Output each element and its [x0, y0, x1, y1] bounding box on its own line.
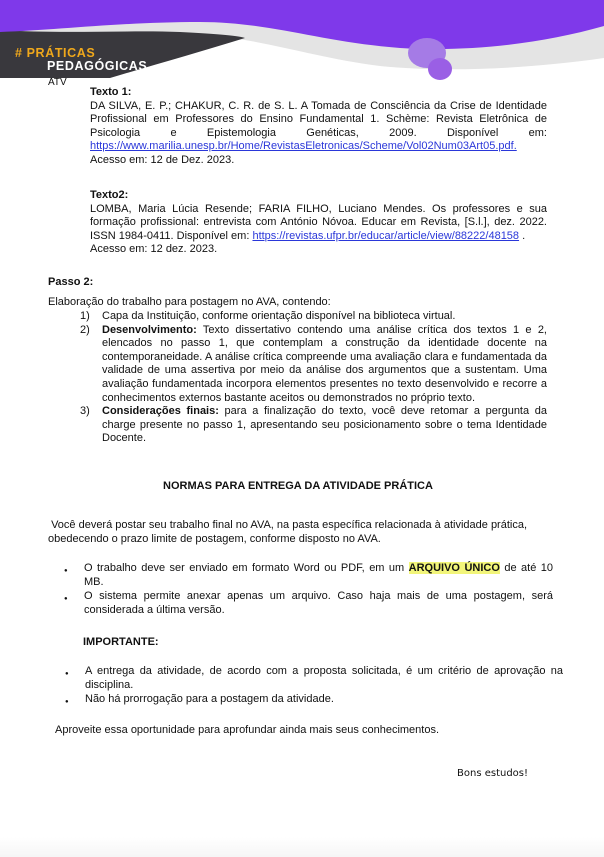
page-bottom-edge: [0, 837, 604, 857]
normas-bullet-item: [62, 562, 553, 589]
step-bold: Desenvolvimento:: [102, 323, 197, 336]
bullet-dot-icon: ●: [65, 699, 69, 706]
normas-bullets: [62, 562, 553, 618]
importante-bullet-item: [63, 665, 563, 692]
signoff-text: Bons estudos!: [457, 768, 529, 779]
reference-access: Acesso em: 12 dez. 2023.: [90, 243, 218, 256]
bullet-dot-icon: ●: [64, 568, 68, 574]
reference-title: Texto2:: [90, 189, 129, 201]
step-number: 1): [80, 310, 90, 322]
reference-1: [90, 86, 547, 168]
reference-text: LOMBA, Maria Lúcia Resende; FARIA FILHO, Luciano Mendes. Os professores e sua formação profissional: entrevista com António Nóvoa. Educar em Revista, [S.l.], dez. 2022. ISSN 1984-0411. Disponível em:: [90, 202, 547, 242]
normas-intro: Você deverá postar seu trabalho final no AVA, na pasta específica relacionada à atividade prática, obedecendo o prazo limite de postagem, conforme disposto no AVA.: [48, 519, 531, 545]
bullet-dot-icon: ●: [65, 671, 69, 677]
step-item: [80, 310, 547, 324]
importante-title: IMPORTANTE:: [83, 636, 159, 648]
normas-bullet-item: [62, 590, 553, 617]
bullet-text: O sistema permite anexar apenas um arquivo. Caso haja mais de uma postagem, será considerada a última versão.: [84, 590, 553, 616]
page-header-banner: [0, 0, 604, 80]
brand-logo: [15, 47, 147, 72]
importante-bullet-item: [63, 693, 563, 707]
reference-link[interactable]: https://www.marilia.unesp.br/Home/RevistasEletronicas/Scheme/Vol02Num03Art05.pdf.: [90, 140, 517, 153]
step-item: [80, 405, 547, 446]
closing-text: Aproveite essa oportunidade para aprofundar ainda mais seus conhecimentos.: [55, 724, 440, 736]
bullet-text: A entrega da atividade, de acordo com a proposta solicitada, é um critério de aprovação na disciplina.: [85, 665, 563, 691]
step-item: [80, 324, 547, 406]
reference-after-link: .: [519, 229, 526, 242]
bullet-text: O trabalho deve ser enviado em formato Word ou PDF, em um: [84, 562, 409, 574]
importante-bullets: [63, 665, 563, 708]
step-bold: Considerações finais:: [102, 405, 219, 418]
step-text: Capa da Instituição, conforme orientação disponível na biblioteca virtual.: [102, 310, 456, 322]
step-text: Texto dissertativo contendo uma análise crítica dos textos 1 e 2, elencados no passo 1, que contemplam a construção da identidade docente na contemporaneidade. A análise crítica compreende uma avaliação clara e fundamentada da validade de uma assertiva por meio da análise dos argumentos que a sustentam. Uma avaliação fundamentada incorpora elementos presentes no texto desenvolvido e recorre a conhecimentos externos bastante aceitos ou demonstrados no próprio texto.: [102, 323, 547, 404]
highlighted-text: ARQUIVO ÚNICO: [408, 562, 500, 574]
logo-line-praticas: # PRÁTICAS: [15, 46, 96, 60]
reference-link[interactable]: https://revistas.ufpr.br/educar/article/view/88222/48158: [252, 229, 520, 242]
bullet-text-after: de até 10 MB.: [84, 562, 553, 588]
step-number: 3): [80, 405, 90, 418]
logo-line-pedagogicas: PEDAGÓGICAS: [47, 58, 148, 73]
step-text: para a finalização do texto, você deve retomar a pergunta da charge presente no passo 1, apresentando seu posicionamento sobre o tema Identidade Docente.: [102, 405, 547, 445]
reference-2: [90, 189, 547, 257]
reference-title: Texto 1:: [90, 86, 132, 98]
passo-2-intro: Elaboração do trabalho para postagem no AVA, contendo:: [48, 296, 331, 308]
bullet-dot-icon: ●: [64, 596, 68, 603]
step-number: 2): [80, 323, 90, 336]
reference-access: Acesso em: 12 de Dez. 2023.: [90, 153, 235, 166]
header-bubble-small: [428, 58, 452, 80]
passo-2-steps: [80, 310, 547, 446]
passo-2-title: Passo 2:: [48, 276, 94, 288]
bullet-text: Não há prorrogação para a postagem da atividade.: [85, 693, 334, 706]
reference-text: DA SILVA, E. P.; CHAKUR, C. R. de S. L. A Tomada de Consciência da Crise de Identidade Profissional em Professores do Ensino Fundamental 1. Schème: Revista Eletrônica de Psicologia e Epistemologia Genéticas, 2009. Disponível em:: [90, 99, 547, 139]
atv-label: ATV: [48, 77, 67, 88]
normas-title: NORMAS PARA ENTREGA DA ATIVIDADE PRÁTICA: [163, 480, 433, 492]
